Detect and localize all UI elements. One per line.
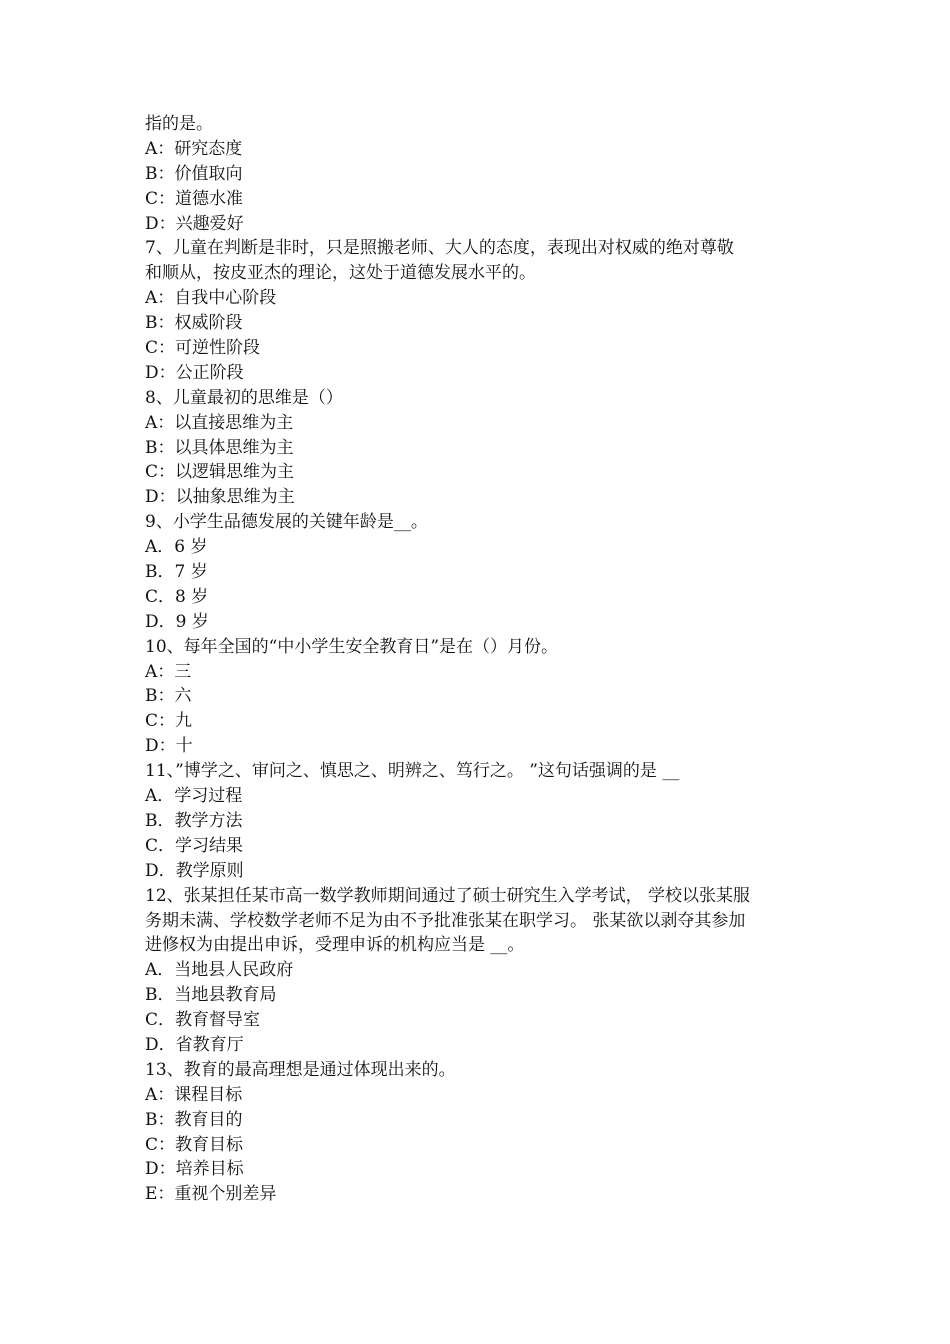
text-line: B．教学方法 — [145, 810, 243, 831]
text-line: D：以抽象思维为主 — [145, 487, 295, 508]
text-line: C：以逻辑思维为主 — [145, 462, 295, 483]
text-line: A：以直接思维为主 — [145, 412, 294, 433]
text-line: D：培养目标 — [145, 1159, 244, 1180]
text-line: 务期未满、学校数学老师不足为由不予批准张某在职学习。 张某欲以剥夺其参加 — [145, 910, 746, 931]
text-line: D．9 岁 — [145, 611, 209, 632]
text-line: B：教育目的 — [145, 1109, 243, 1130]
text-line: 13、教育的最高理想是通过体现出来的。 — [145, 1059, 456, 1080]
text-line: C．8 岁 — [145, 586, 209, 607]
text-line: D．教学原则 — [145, 860, 244, 881]
text-line: 进修权为由提出申诉，受理申诉的机构应当是 __。 — [145, 935, 525, 956]
text-line: 9、小学生品德发展的关键年龄是__。 — [145, 512, 428, 533]
text-line: A．当地县人民政府 — [145, 960, 294, 981]
question-text-block — [145, 112, 825, 1207]
text-line: 10、每年全国的“中小学生安全教育日”是在（）月份。 — [145, 636, 559, 657]
text-line: C：教育目标 — [145, 1134, 244, 1155]
text-line: 11、”博学之、审问之、慎思之、明辨之、笃行之。 ”这句话强调的是 __ — [145, 761, 680, 782]
text-line: 指的是。 — [145, 114, 213, 134]
text-line: D．省教育厅 — [145, 1034, 244, 1055]
text-line: 7、儿童在判断是非时，只是照搬老师、大人的态度，表现出对权威的绝对尊敬 — [145, 238, 734, 259]
text-line: A：三 — [145, 661, 192, 682]
text-line: A：自我中心阶段 — [145, 288, 277, 309]
text-line: B：六 — [145, 686, 192, 707]
text-line: B：以具体思维为主 — [145, 437, 294, 458]
text-line: E：重视个别差异 — [145, 1184, 277, 1205]
text-line: 12、张某担任某市高一数学教师期间通过了硕士研究生入学考试， 学校以张某服 — [145, 885, 751, 906]
text-line: B．当地县教育局 — [145, 985, 277, 1006]
text-line: B：权威阶段 — [145, 313, 243, 334]
text-line: A．学习过程 — [145, 786, 243, 807]
text-line: C：道德水准 — [145, 188, 244, 209]
text-line: D：十 — [145, 736, 193, 757]
text-line: D：公正阶段 — [145, 362, 244, 383]
text-line: 8、儿童最初的思维是（） — [145, 387, 343, 408]
text-line: A．6 岁 — [145, 537, 208, 558]
text-line: B．7 岁 — [145, 562, 208, 583]
text-line: A：课程目标 — [145, 1084, 243, 1105]
text-line: C．教育督导室 — [145, 1010, 261, 1031]
text-line: C．学习结果 — [145, 835, 244, 856]
text-line: A：研究态度 — [145, 138, 243, 159]
text-line: B：价值取向 — [145, 163, 243, 184]
text-line: 和顺从，按皮亚杰的理论，这处于道德发展水平的。 — [145, 263, 536, 284]
text-line: C：九 — [145, 711, 193, 732]
text-line: C：可逆性阶段 — [145, 338, 261, 359]
text-line: D：兴趣爱好 — [145, 213, 244, 234]
